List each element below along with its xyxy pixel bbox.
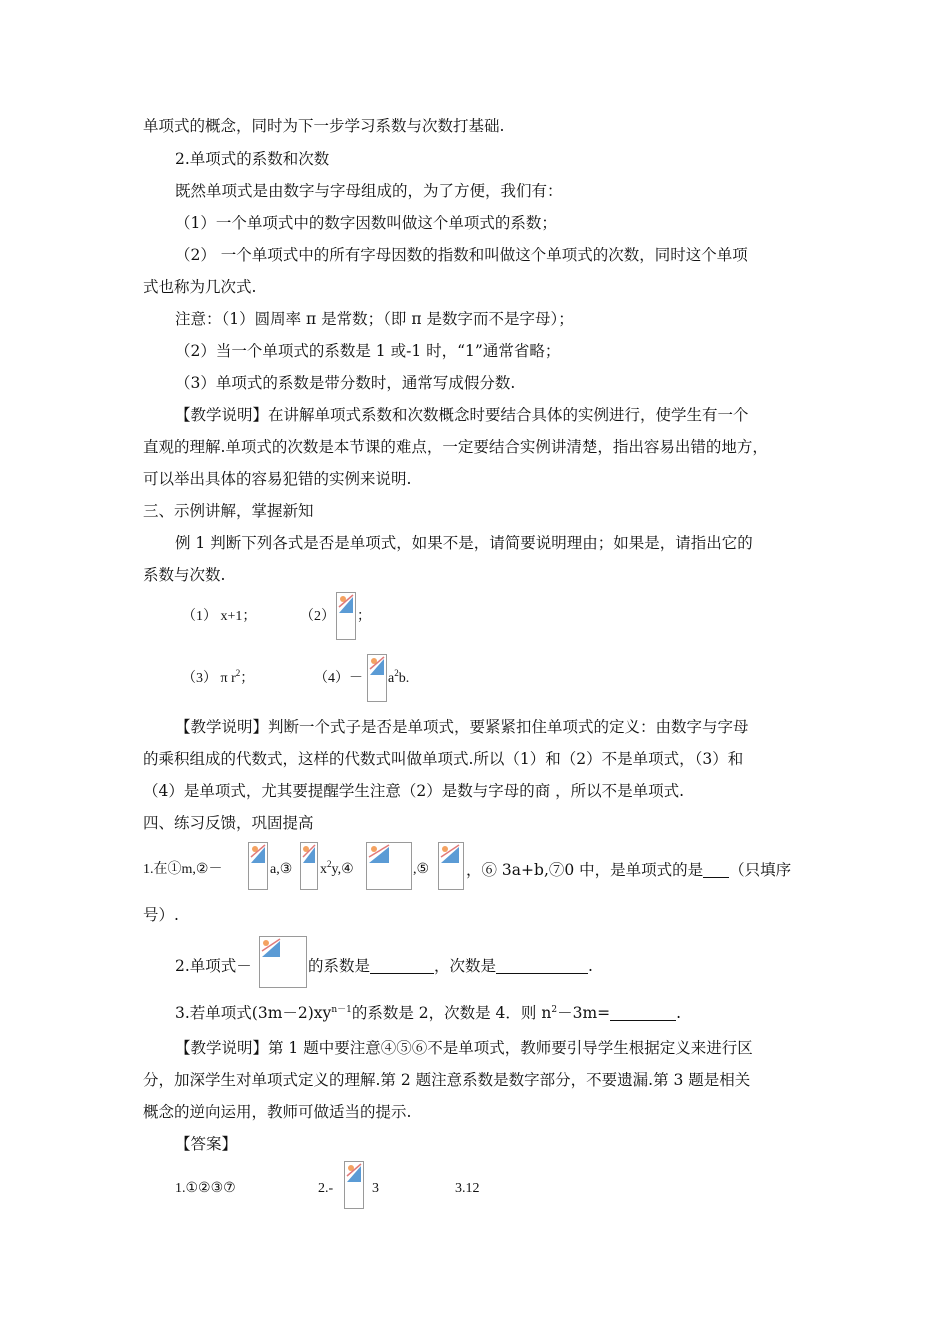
section-heading: 三、示例讲解，掌握新知 (143, 502, 314, 520)
example-item-3: （3） π $r^2$； (182, 668, 255, 686)
paragraph-line: 式也称为几次式. (143, 278, 257, 296)
answers-heading: 【答案】 (175, 1135, 238, 1153)
formula-image-icon (248, 842, 268, 890)
paragraph-line: （2） 一个单项式中的所有字母因数的指数和叫做这个单项式的次数，同时这个单项 (175, 246, 748, 264)
answer-2-degree: 3 (372, 1181, 379, 1196)
exercise-2-part: 的系数是 ，次数是 . (308, 957, 593, 975)
teaching-note: 【教学说明】第 1 题中要注意④⑤⑥不是单项式，教师要引导学生根据定义来进行区 (175, 1039, 753, 1057)
paragraph-line: 号）. (143, 906, 179, 924)
answer-3: 3.12 (455, 1181, 480, 1196)
section-heading: 2.单项式的系数和次数 (175, 150, 330, 168)
answer-blank[interactable] (496, 957, 588, 974)
exercise-3: 3.若单项式$(3m-2)xy^{n-1}$的系数是 2，次数是 4．则 $n^2-3m=$ . (175, 1004, 682, 1022)
formula-image-icon (367, 654, 387, 702)
paragraph-line: （3）单项式的系数是带分数时，通常写成假分数. (175, 374, 516, 392)
paragraph-line: （1）一个单项式中的数字因数叫做这个单项式的系数； (175, 214, 557, 232)
formula-image-icon (336, 592, 356, 640)
teaching-note: 【教学说明】判断一个式子是否是单项式，要紧紧扣住单项式的定义：由数字与字母 (175, 718, 749, 736)
paragraph-line: 注意：（1）圆周率 π 是常数；（即 π 是数字而不是字母）； (175, 310, 574, 328)
paragraph-line: （2）当一个单项式的系数是 1 或-1 时，“1”通常省略； (175, 342, 561, 360)
exercise-1-part: a,③ (270, 862, 293, 877)
example-item-4-rest: $a^2b$. (388, 668, 410, 686)
teaching-note: （4）是单项式，尤其要提醒学生注意（2）是数与字母的商 ，所以不是单项式. (143, 782, 685, 800)
section-heading: 四、练习反馈，巩固提高 (143, 814, 314, 832)
teaching-note: 可以举出具体的容易犯错的实例来说明. (143, 470, 412, 488)
exercise-1-part: $x^2y,④$ (320, 859, 354, 877)
exercise-2-part: 2.单项式－ (175, 957, 252, 975)
answer-blank[interactable] (610, 1004, 676, 1021)
teaching-note: 的乘积组成的代数式，这样的代数式叫做单项式.所以（1）和（2）不是单项式，（3）和 (143, 750, 744, 768)
paragraph-line: 单项式的概念，同时为下一步学习系数与次数打基础. (143, 117, 505, 135)
exercise-1-part: 1.在①m,②－ (143, 862, 223, 877)
teaching-note: 直观的理解.单项式的次数是本节课的难点，一定要结合实例讲清楚，指出容易出错的地方， (143, 438, 768, 456)
answer-blank[interactable] (370, 957, 434, 974)
paragraph-line: 系数与次数. (143, 566, 226, 584)
formula-image-icon (344, 1161, 364, 1209)
teaching-note: 【教学说明】在讲解单项式系数和次数概念时要结合具体的实例进行，使学生有一个 (175, 406, 749, 424)
example-item-4: （4）－ (314, 671, 363, 686)
formula-image-icon (366, 842, 412, 890)
answer-1: 1.①②③⑦ (175, 1181, 236, 1196)
paragraph-line: 既然单项式是由数字与字母组成的，为了方便，我们有： (175, 182, 563, 200)
teaching-note: 分，加深学生对单项式定义的理解.第 2 题注意系数是数字部分，不要遗漏.第 3 题是相关 (143, 1071, 751, 1089)
answer-2: 2.- (318, 1181, 334, 1196)
formula-image-icon (438, 842, 464, 890)
formula-image-icon (259, 936, 307, 988)
formula-image-icon (300, 842, 318, 890)
example-item-2: （2） (300, 609, 335, 624)
exercise-1-part: ,⑤ (413, 862, 430, 877)
exercise-1-part: ，⑥ 3a+b,⑦0 中，是单项式的是 （只填序 (466, 861, 792, 879)
example-item-2-end: ； (357, 609, 371, 624)
answer-blank[interactable] (703, 861, 729, 878)
paragraph-line: 例 1 判断下列各式是否是单项式，如果不是，请简要说明理由；如果是，请指出它的 (175, 534, 753, 552)
example-item-1: （1） x+1； (182, 609, 257, 624)
teaching-note: 概念的逆向运用，教师可做适当的提示. (143, 1103, 412, 1121)
